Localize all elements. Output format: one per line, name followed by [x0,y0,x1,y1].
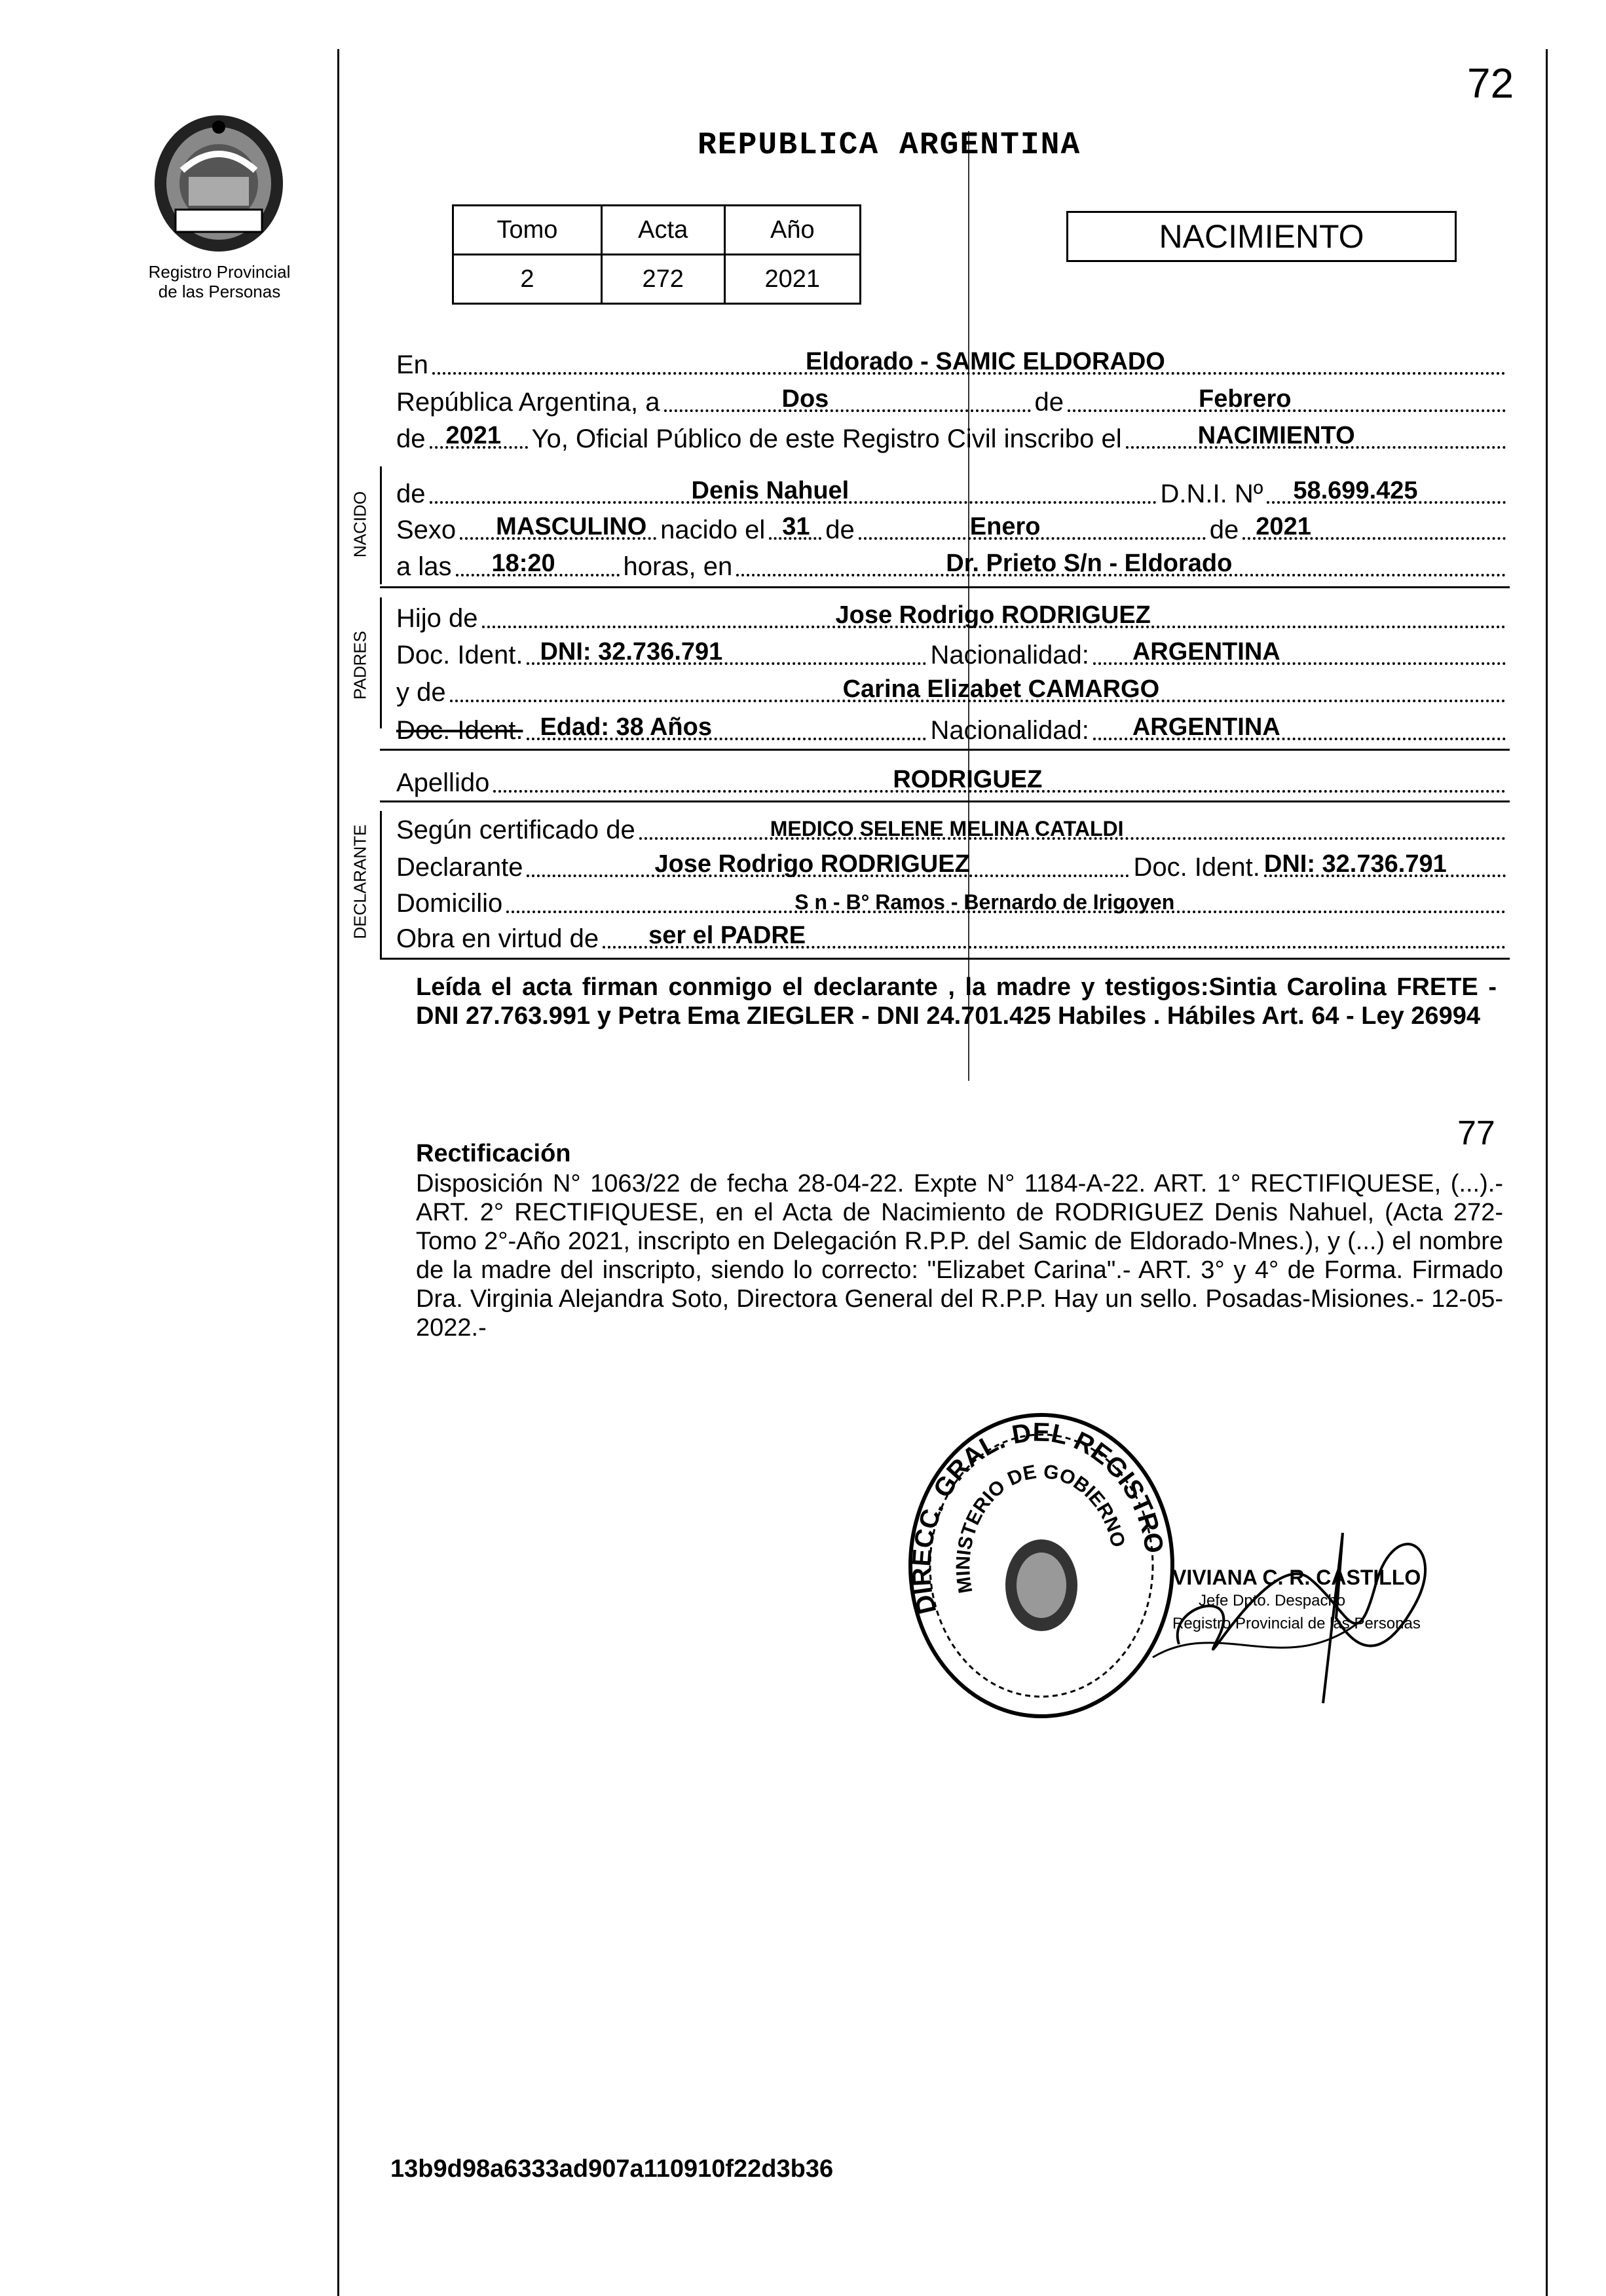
value-padre: Jose Rodrigo RODRIGUEZ [835,601,1151,629]
label-de-3: de [396,480,426,508]
row-sexo [396,512,1510,545]
label-de-4: de [825,516,855,544]
seal-inner-text: MINISTERIO DE GOBIERNO [952,1460,1129,1595]
document-type-box: NACIMIENTO [1066,211,1457,262]
signature-statement: Leída el acta firman conmigo el declarante , la madre y testigos:Sintia Carolina FRETE - DNI 27.763.991 y Petra Ema ZIEGLER - DNI 24.701.425 Habiles . Hábiles Art. 64 - Ley 26994 [416,973,1497,1030]
value-certificado: MEDICO SELENE MELINA CATALDI [770,817,1124,840]
label-en: En [396,350,428,379]
row-obra [396,921,1510,954]
stamp-position: Jefe Dpto. Despacho [1199,1592,1346,1609]
registry-table [452,204,861,305]
document-title: REPUBLICA ARGENTINA [698,128,1081,163]
stamp-name: VIVIANA C. R. CASTILLO [1172,1566,1421,1589]
value-padre-nac: ARGENTINA [1132,638,1280,666]
logo-caption [124,262,314,301]
value-madre-nac: ARGENTINA [1132,713,1280,741]
label-a-las: a las [396,552,452,581]
label-horas-en: horas, en [623,552,733,581]
nacido-bracket [380,466,382,584]
label-hijo-de: Hijo de [396,604,478,633]
label-sexo: Sexo [396,516,457,544]
row-hora [396,549,1510,582]
value-hora: 18:20 [491,550,555,577]
value-mes: Febrero [1199,385,1292,413]
label-declarante: Declarante [396,853,523,882]
rectificacion-number: 77 [1457,1114,1495,1152]
anio-value: 2021 [724,255,860,304]
label-apellido: Apellido [396,768,490,797]
side-label-padres: PADRES [350,631,370,700]
separator-nacido [380,586,1510,588]
col-header-acta: Acta [601,206,724,255]
row-padre-doc [396,637,1510,670]
label-domicilio: Domicilio [396,889,503,918]
value-lugar-nac: Dr. Prieto S/n - Eldorado [946,550,1233,577]
row-apellido [396,765,1510,798]
row-hijo-de [396,601,1510,633]
label-de-5: de [1209,516,1239,544]
label-doc-ident-struck: Doc. Ident. [396,716,523,745]
value-nombre: Denis Nahuel [691,477,850,504]
label-obra: Obra en virtud de [396,924,599,953]
document-hash: 13b9d98a6333ad907a110910f22d3b36 [390,2155,834,2183]
value-madre-doc: Edad: 38 Años [540,713,712,741]
value-padre-doc: DNI: 32.736.791 [540,638,723,666]
value-sexo: MASCULINO [496,513,647,540]
label-republica: República Argentina, a [396,388,660,417]
rectificacion-title: Rectificación [416,1140,571,1167]
logo-caption-line-2: de las Personas [158,282,281,301]
value-apellido: RODRIGUEZ [893,766,1043,793]
separator-padres [380,749,1510,751]
value-domicilio: S n - B° Ramos - Bernardo de Irigoyen [794,890,1175,914]
label-nacionalidad: Nacionalidad: [930,641,1089,669]
label-doc-ident-3: Doc. Ident. [1133,853,1260,882]
value-tipo: NACIMIENTO [1197,422,1355,449]
handwritten-signature [1140,1507,1480,1716]
value-nac-anio: 2021 [1256,513,1311,540]
separator-declarante [380,958,1510,960]
row-republica [396,385,1510,417]
col-header-tomo: Tomo [453,206,602,255]
value-lugar: Eldorado - SAMIC ELDORADO [805,348,1165,375]
col-header-anio: Año [724,206,860,255]
row-en [396,347,1510,380]
page-number: 72 [1467,60,1514,107]
row-domicilio [396,886,1510,918]
label-de: de [1034,388,1064,417]
right-margin-line [1546,49,1548,2296]
logo-caption-line-1: Registro Provincial [148,262,291,282]
side-label-nacido: NACIDO [350,491,370,558]
value-nac-dia: 31 [782,513,810,540]
left-margin-line [337,49,339,2296]
row-certificado [396,812,1510,845]
value-declarante: Jose Rodrigo RODRIGUEZ [654,850,970,878]
rectificacion-body: Disposición N° 1063/22 de fecha 28-04-22. Expte N° 1184-A-22. ART. 1° RECTIFIQUESE, (...).- ART. 2° RECTIFIQUESE, en el Acta de Nacimiento de RODRIGUEZ Denis Nahuel, (Acta 272-Tomo 2°-Año 2021, inscripto en Delegación R.P.P. del Samic de Eldorado-Mnes.), y (...) el nombre de la madre del inscripto, siendo lo correcto: "Elizabet Carina".- ART. 3° y 4° de Forma. Firmado Dra. Virginia Alejandra Soto, Directora General del R.P.P. Hay un sello. Posadas-Misiones.- 12-05-2022.- [416,1170,1503,1342]
side-label-declarante: DECLARANTE [350,824,370,939]
seal-outer-text: DIRECC. GRAL. DEL REGISTRO [907,1418,1169,1617]
row-madre-doc [396,713,1510,745]
province-logo [149,111,288,255]
stamp-office: Registro Provincial de las Personas [1172,1615,1421,1632]
label-y-de: y de [396,678,446,707]
row-nombre [396,476,1510,509]
row-anio-yo [396,421,1510,454]
row-y-de [396,675,1510,707]
padres-bracket [380,597,382,728]
label-nacido-el: nacido el [660,516,766,544]
separator-apellido [380,800,1510,802]
row-declarante [396,850,1510,882]
label-dni: D.N.I. Nº [1160,480,1263,508]
value-anio: 2021 [445,422,502,449]
label-nacionalidad-2: Nacionalidad: [930,716,1089,745]
value-dni: 58.699.425 [1293,477,1418,504]
label-yo: Yo, Oficial Público de este Registro Civil inscribo el [531,424,1122,453]
label-de-2: de [396,424,426,453]
label-doc-ident: Doc. Ident. [396,641,523,669]
declarante-bracket [380,811,382,958]
tomo-value: 2 [453,255,602,304]
value-nac-mes: Enero [969,513,1041,540]
value-dia: Dos [781,385,829,413]
label-certificado: Según certificado de [396,816,635,844]
value-decl-doc: DNI: 32.736.791 [1263,850,1447,878]
acta-value: 272 [601,255,724,304]
value-madre: Carina Elizabet CAMARGO [842,675,1160,703]
value-obra: ser el PADRE [648,922,806,949]
